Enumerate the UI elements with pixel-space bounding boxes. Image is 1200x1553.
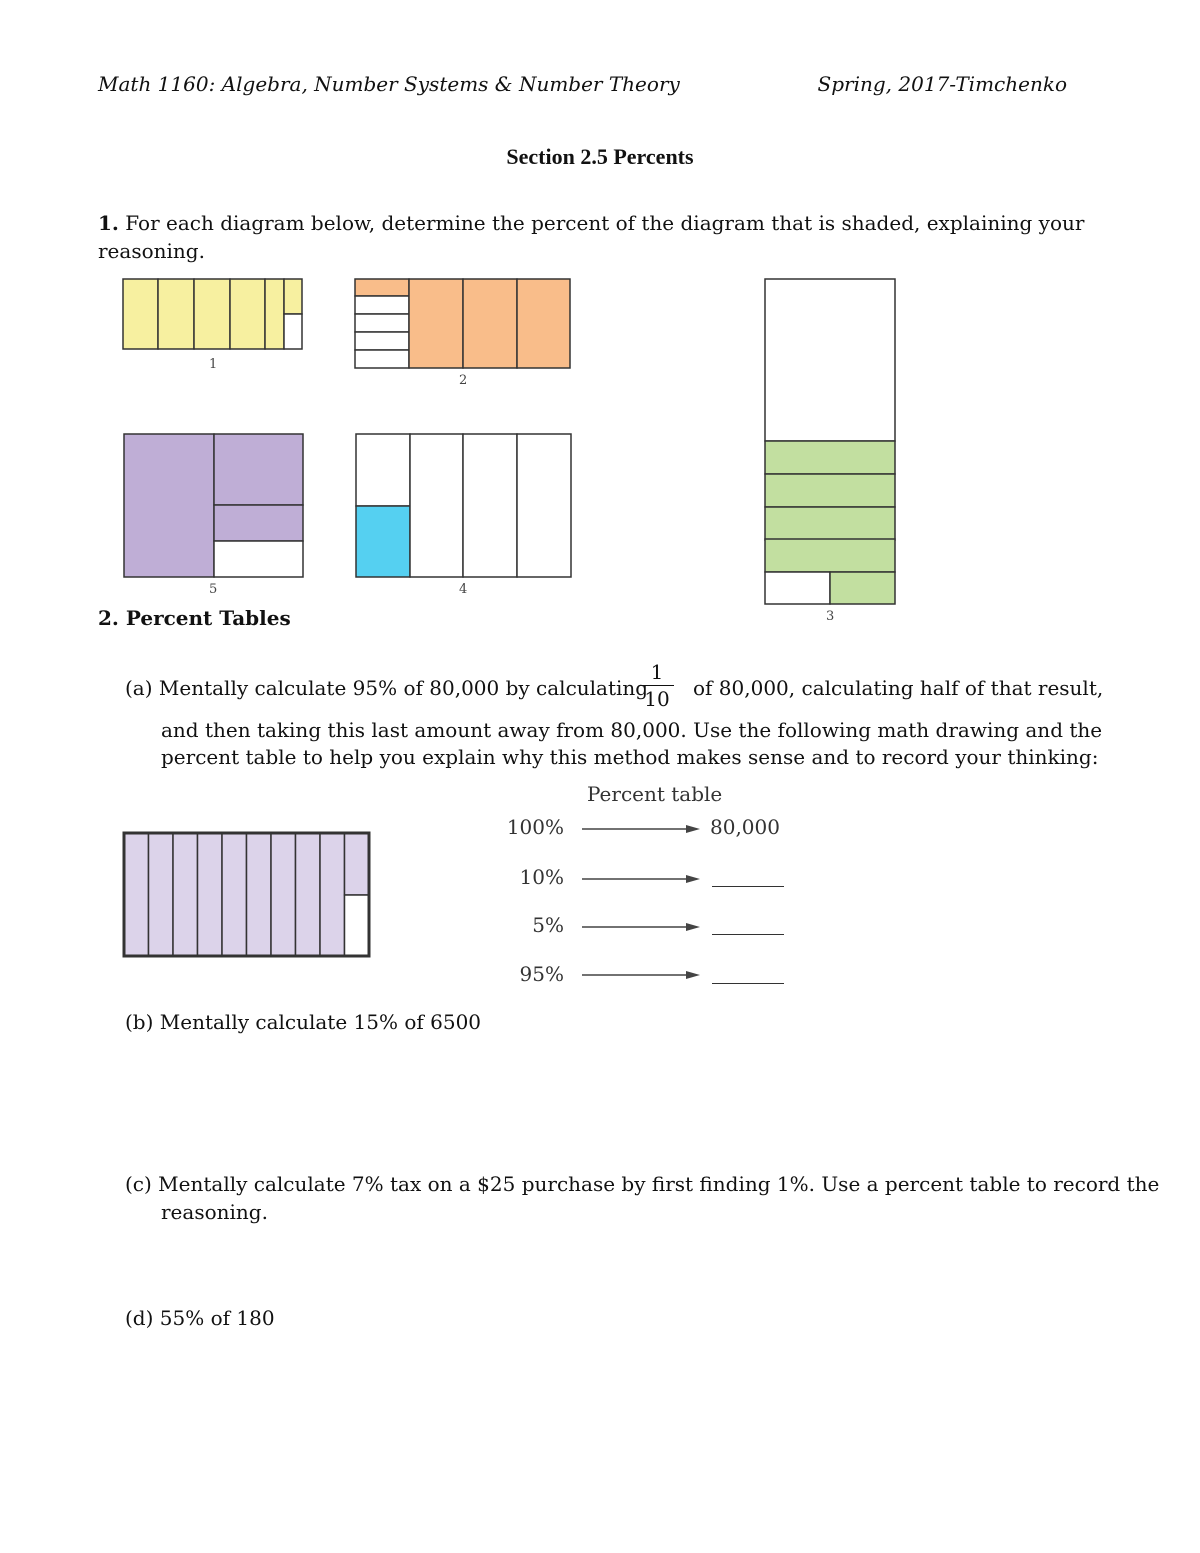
diagram-3-cell (765, 441, 895, 474)
diagram-1-cell (265, 279, 284, 349)
diagram-1-cell (230, 279, 265, 349)
diagram-2-cell (463, 279, 517, 368)
question-2a-line2: and then taking this last amount away from 80,000. Use the following math drawing and the (161, 718, 1103, 742)
diagram-4-label: 4 (459, 582, 468, 597)
diagram-1 (123, 279, 302, 349)
percent-table-title: Percent table (587, 782, 723, 806)
diagram-3-cell (765, 539, 895, 572)
math-drawing-strip (345, 895, 370, 956)
percent-row-4-percent: 95% (519, 962, 564, 986)
math-drawing-strip (345, 833, 370, 895)
diagram-2-cell (355, 314, 409, 332)
fraction-bar (640, 685, 674, 686)
diagram-3-cell (765, 507, 895, 540)
math-drawing-strip (149, 833, 174, 956)
fraction-one-tenth (640, 660, 674, 711)
diagram-3-label: 3 (826, 609, 835, 624)
diagram-1-cell (194, 279, 230, 349)
diagram-5-label: 5 (209, 582, 218, 597)
diagram-2 (355, 279, 570, 368)
math-drawing-strip (296, 833, 321, 956)
math-drawing-strip (198, 833, 223, 956)
diagram-2-label: 2 (459, 373, 468, 388)
diagram-3-cell (830, 572, 895, 604)
math-drawing (124, 833, 369, 956)
percent-row-1-value: 80,000 (710, 815, 780, 839)
math-drawing-strip (124, 833, 149, 956)
diagram-1-cell (123, 279, 158, 349)
math-drawing-strip (173, 833, 198, 956)
question-1-text: For each diagram below, determine the percent of the diagram that is shaded, explaining your reasoning. (98, 211, 1085, 263)
percent-row-3-percent: 5% (532, 913, 564, 937)
arrow-head-icon (686, 825, 700, 833)
blank-10-percent[interactable] (712, 886, 784, 887)
question-2c-line2: reasoning. (161, 1200, 268, 1224)
diagram-5 (124, 434, 303, 577)
percent-row-2-percent: 10% (519, 865, 564, 889)
diagram-2-cell (409, 279, 463, 368)
diagram-3-cell (765, 572, 830, 604)
blank-95-percent[interactable] (712, 983, 784, 984)
diagram-4-cell (463, 434, 517, 577)
diagram-3 (765, 279, 895, 604)
arrow-head-icon (686, 971, 700, 979)
diagram-1-label: 1 (209, 357, 218, 372)
diagram-4-cell (356, 506, 410, 577)
question-2a-line1-end: of 80,000, calculating half of that result, (693, 676, 1104, 700)
diagram-5-cell (214, 541, 303, 577)
diagram-1-cell (284, 279, 302, 314)
math-drawing-strip (271, 833, 296, 956)
math-drawing-strip (320, 833, 345, 956)
percent-table-arrows (582, 825, 700, 979)
course-title: Math 1160: Algebra, Number Systems & Number Theory (98, 72, 680, 96)
diagram-4-cell (517, 434, 571, 577)
diagram-2-cell (355, 296, 409, 314)
diagram-2-cell (355, 350, 409, 368)
diagram-3-cell (765, 474, 895, 507)
question-2d: (d) 55% of 180 (125, 1306, 275, 1330)
question-2a-line3: percent table to help you explain why this method makes sense and to record your thinking: (161, 745, 1099, 769)
blank-5-percent[interactable] (712, 934, 784, 935)
math-drawing-strip (247, 833, 272, 956)
arrow-head-icon (686, 875, 700, 883)
fraction-numerator: 1 (650, 660, 664, 684)
question-1-number: 1. (98, 211, 119, 235)
diagram-5-cell (124, 434, 214, 577)
diagram-5-cell (214, 505, 303, 541)
diagram-2-cell (355, 332, 409, 350)
diagram-2-cell (517, 279, 570, 368)
fraction-denominator: 10 (644, 687, 670, 711)
diagram-4 (356, 434, 571, 577)
question-2-heading: 2. Percent Tables (98, 606, 291, 630)
diagram-5-cell (214, 434, 303, 505)
diagram-1-cell (284, 314, 302, 349)
percent-row-1-percent: 100% (506, 815, 564, 839)
diagram-3-cell (765, 279, 895, 441)
diagram-1-cell (158, 279, 194, 349)
diagram-4-cell (410, 434, 463, 577)
question-2b: (b) Mentally calculate 15% of 6500 (125, 1010, 482, 1034)
question-2a-line1-start: (a) Mentally calculate 95% of 80,000 by calculating (125, 676, 649, 700)
section-title: Section 2.5 Percents (506, 144, 694, 169)
math-drawing-strip (222, 833, 247, 956)
diagram-2-cell (355, 279, 409, 296)
arrow-head-icon (686, 923, 700, 931)
term-instructor: Spring, 2017-Timchenko (817, 72, 1067, 96)
diagram-4-cell (356, 434, 410, 506)
question-2c-line1: (c) Mentally calculate 7% tax on a $25 purchase by first finding 1%. Use a percent table to record the (125, 1172, 1160, 1196)
